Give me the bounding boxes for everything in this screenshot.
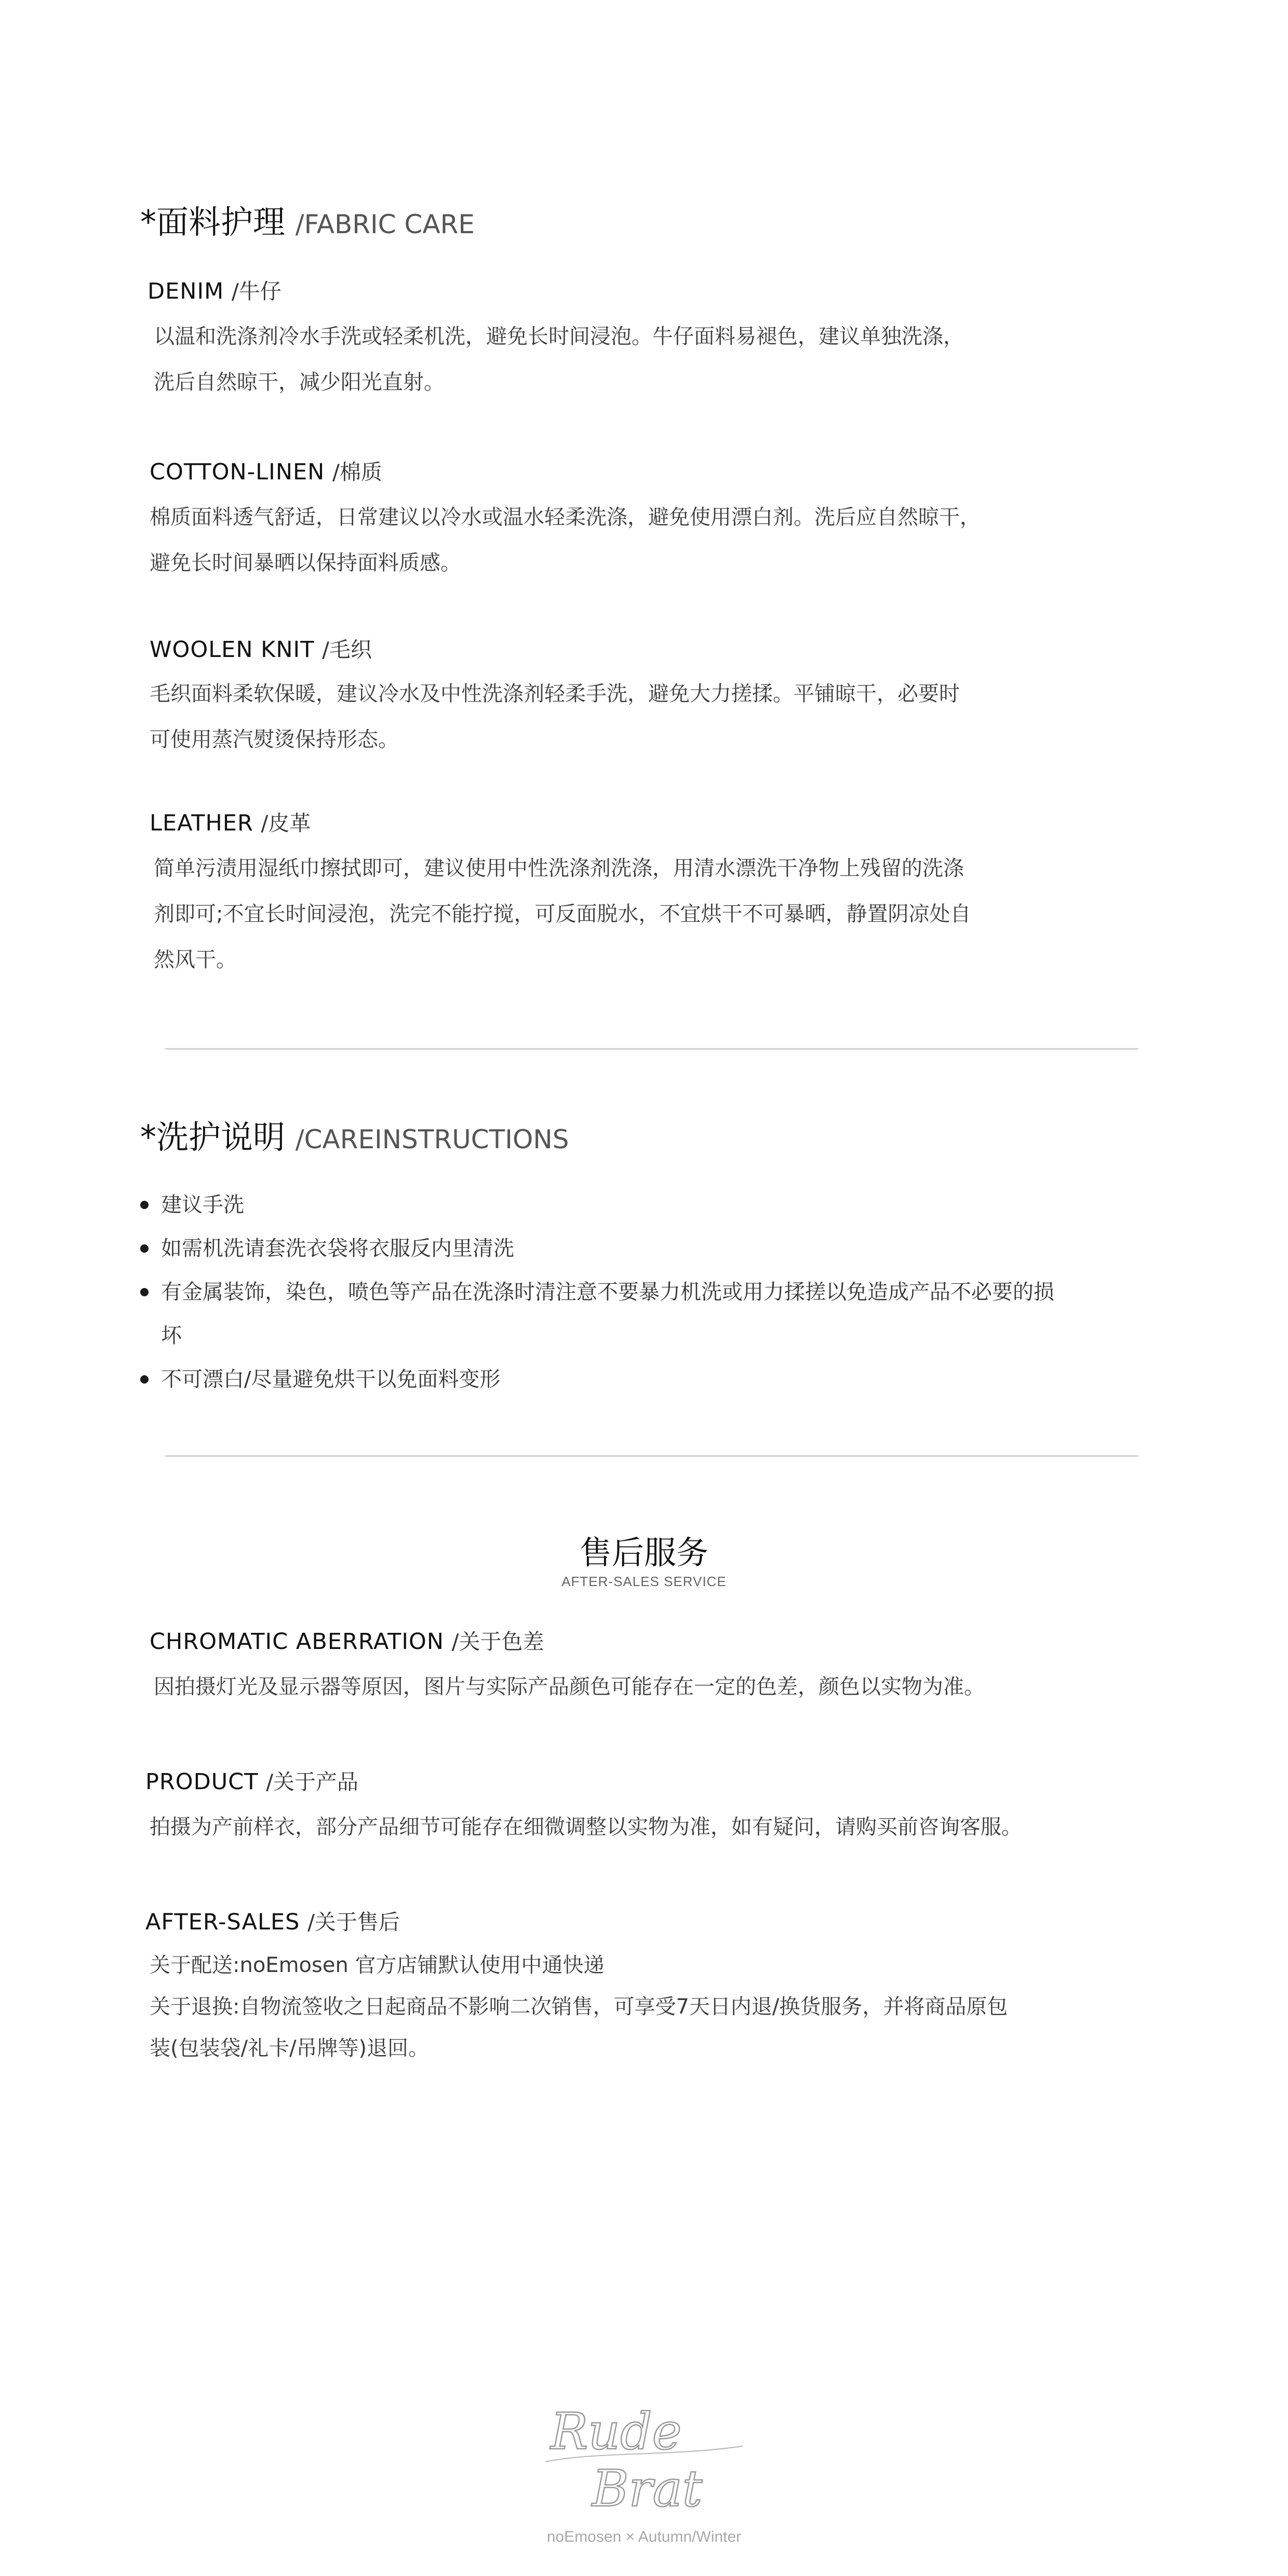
brand-tagline: noEmosen × Autumn/Winter (546, 2528, 742, 2545)
after-sales-title-en: AFTER-SALES SERVICE (561, 1574, 727, 1589)
brand-logo-line2: Brat (592, 2460, 703, 2518)
list-item: 不可漂白/尽量避免烘干以免面料变形 (140, 1358, 1059, 1401)
leather-title-en: LEATHER (150, 810, 253, 836)
product-title-en: PRODUCT (145, 1769, 259, 1795)
after-sales-item-text: 关于配送:noEmosen 官方店铺默认使用中通快递 关于退换:自物流签收之日起商品不影响二次销售，可享受7天日内退/换货服务，并将商品原包 装(包装袋/礼卡/吊牌等)退回。 (150, 1953, 1008, 2060)
divider-2 (165, 1455, 1138, 1457)
after-sales-item-title-cn: /关于售后 (307, 1910, 400, 1935)
cotton-linen-text: 棉质面料透气舒适，日常建议以冷水或温水轻柔洗涤，避免使用漂白剂。洗后应自然晾干， 避免长时间暴晒以保持面料质感。 (150, 505, 981, 575)
product-title (145, 1765, 358, 1795)
chromatic-aberration-title (150, 1625, 544, 1655)
leather-title-cn: /皮革 (261, 811, 311, 836)
denim-title-en: DENIM (147, 278, 224, 304)
brand-logo-line1: Rude (551, 2403, 682, 2461)
chromatic-aberration-title-cn: /关于色差 (451, 1629, 544, 1654)
brand-logo (535, 2399, 753, 2529)
after-sales-title-cn: 售后服务 (579, 1534, 708, 1572)
cotton-linen-title-en: COTTON-LINEN (150, 459, 325, 485)
after-sales-item-title-en: AFTER-SALES (145, 1909, 300, 1935)
product-title-cn: /关于产品 (266, 1769, 359, 1794)
leather-text: 简单污渍用湿纸巾擦拭即可，建议使用中性洗涤剂洗涤，用清水漂洗干净物上残留的洗涤 剂即可;不宜长时间浸泡，洗完不能拧搅，可反面脱水，不宜烘干不可暴晒，静置阴凉处自 然风干。 (154, 856, 971, 972)
woolen-knit-title-en: WOOLEN KNIT (150, 637, 315, 663)
cotton-linen-title-cn: /棉质 (332, 460, 382, 485)
chromatic-aberration-text: 因拍摄灯光及显示器等原因，图片与实际产品颜色可能存在一定的色差，颜色以实物为准。 (154, 1675, 985, 1699)
woolen-knit-text: 毛织面料柔软保暖，建议冷水及中性洗涤剂轻柔手洗，避免大力搓揉。平铺晾干，必要时 可使用蒸汽熨烫保持形态。 (150, 682, 960, 752)
care-instructions-list (140, 1183, 1059, 1401)
fabric-care-title-cn: *面料护理 (140, 203, 286, 241)
after-sales-item-title (145, 1905, 400, 1936)
care-instructions-heading (140, 1111, 569, 1158)
product-text: 拍摄为产前样衣，部分产品细节可能存在细微调整以实物为准，如有疑问，请购买前咨询客服。 (150, 1815, 1022, 1839)
chromatic-aberration-title-en: CHROMATIC ABERRATION (150, 1629, 445, 1655)
fabric-care-title-en: /FABRIC CARE (295, 209, 475, 239)
leather-title (150, 806, 311, 837)
woolen-knit-title-cn: /毛织 (322, 637, 372, 662)
woolen-knit-title (150, 633, 372, 663)
divider-1 (165, 1048, 1138, 1050)
list-item: 建议手洗 (140, 1183, 1059, 1227)
denim-title (147, 274, 281, 305)
list-item: 如需机洗请套洗衣袋将衣服反内里清洗 (140, 1227, 1059, 1270)
care-instructions-title-cn: *洗护说明 (140, 1118, 286, 1156)
care-instructions-title-en: /CAREINSTRUCTIONS (295, 1124, 569, 1155)
cotton-linen-title (150, 455, 382, 486)
denim-title-cn: /牛仔 (231, 279, 281, 304)
denim-text: 以温和洗涤剂冷水手洗或轻柔机洗，避免长时间浸泡。牛仔面料易褪色，建议单独洗涤， 洗后自然晾干，减少阳光直射。 (154, 325, 964, 394)
fabric-care-heading (140, 196, 475, 243)
list-item: 有金属装饰，染色，喷色等产品在洗涤时清注意不要暴力机洗或用力揉搓以免造成产品不必要的损坏 (140, 1270, 1059, 1358)
